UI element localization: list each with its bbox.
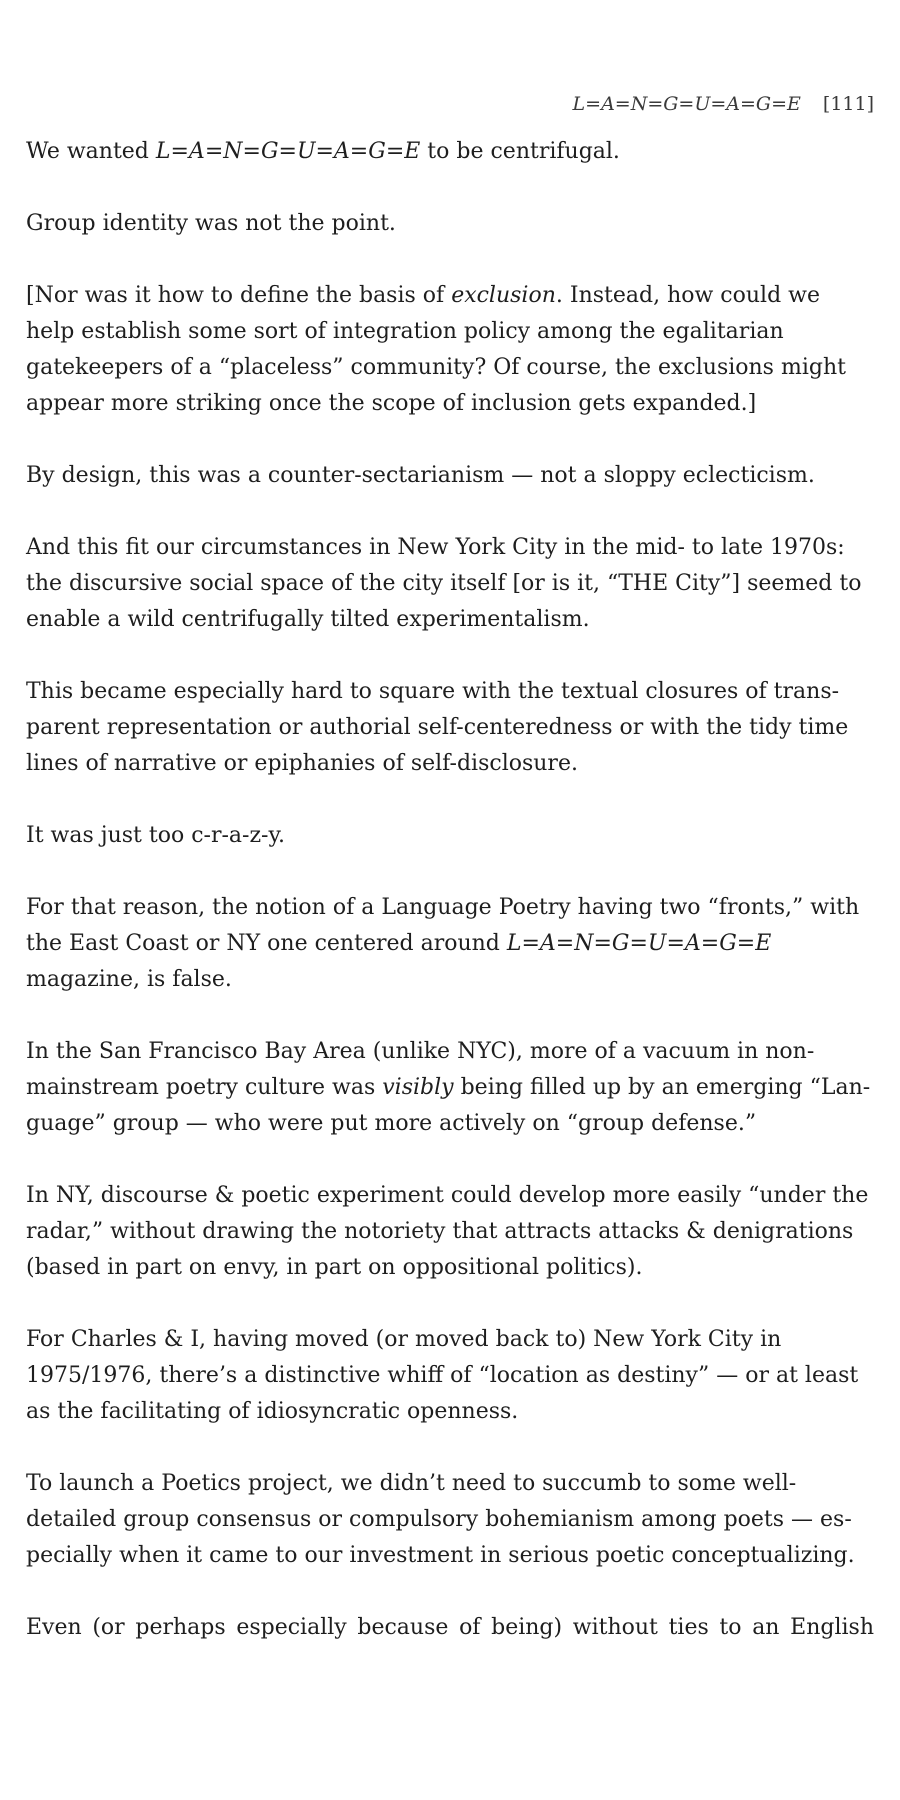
paragraph-1 xyxy=(26,134,874,170)
paragraph-3 xyxy=(26,278,874,422)
page-number: [111] xyxy=(822,93,874,115)
paragraph-9-text-c: being filled up by an emerging “Language” group — who were put more actively on “group defense.” xyxy=(26,1075,871,1136)
paragraph-5: And this fit our circumstances in New York City in the mid- to late 1970s: the discursive social space of the city itself [or is it, “THE City”] seemed to enable a wild centrifugally tilted experimentalism. xyxy=(26,535,862,632)
magazine-title: L=A=N=G=U=A=G=E xyxy=(155,139,421,164)
paragraph-13: Even (or perhaps especially because of being) without ties to an English xyxy=(26,1615,874,1640)
running-head xyxy=(573,92,874,116)
paragraph-3-text-a: [Nor was it how to define the basis of xyxy=(26,283,452,308)
paragraph-7: It was just too c-r-a-z-y. xyxy=(26,823,285,848)
paragraph-10: In NY, discourse & poetic experiment could develop more easily “under the radar,” without drawing the notoriety that attracts attacks & denigrations (based in part on envy, in part on oppositional politics). xyxy=(26,1183,869,1280)
paragraph-8-text-c: magazine, is false. xyxy=(26,967,232,992)
emphasis-exclusion: exclusion xyxy=(451,283,556,308)
paragraph-8 xyxy=(26,890,874,998)
paragraph-1-text-c: to be centrifugal. xyxy=(420,139,620,164)
magazine-title: L=A=N=G=U=A=G=E xyxy=(506,931,772,956)
paragraph-3-text-c: . Instead, how could we help establish some sort of integration policy among the egalitarian gatekeepers of a “placeless” community? Of course, the exclusions might appear more striking once the scope of inclusion gets expanded.] xyxy=(26,283,846,416)
running-head-title: L=A=N=G=U=A=G=E xyxy=(572,93,801,115)
paragraph-1-text-a: We wanted xyxy=(26,139,156,164)
paragraph-9 xyxy=(26,1034,874,1142)
paragraph-11: For Charles & I, having moved (or moved back to) New York City in 1975/1976, there’s a distinctive whiff of “location as destiny” — or at least as the facilitating of idiosyncratic openness. xyxy=(26,1327,859,1424)
emphasis-visibly: visibly xyxy=(382,1075,454,1100)
paragraph-8-text-a: For that reason, the notion of a Language Poetry having two “fronts,” with the East Coast or NY one centered around xyxy=(26,895,860,956)
paragraph-9-text-a: In the San Francisco Bay Area (unlike NYC), more of a vacuum in nonmainstream poetry culture was xyxy=(26,1039,815,1100)
paragraph-2: Group identity was not the point. xyxy=(26,211,396,236)
paragraph-12: To launch a Poetics project, we didn’t need to succumb to some well-detailed group consensus or compulsory bohemianism among poets — especially when it came to our investment in serious poetic conceptualizing. xyxy=(26,1471,855,1568)
paragraph-6: This became especially hard to square with the textual closures of transparent representation or authorial self-centeredness or with the tidy time lines of narrative or epiphanies of self-disclosure. xyxy=(26,679,849,776)
paragraph-4: By design, this was a counter-sectarianism — not a sloppy eclecticism. xyxy=(26,463,815,488)
body-text xyxy=(26,134,874,1682)
